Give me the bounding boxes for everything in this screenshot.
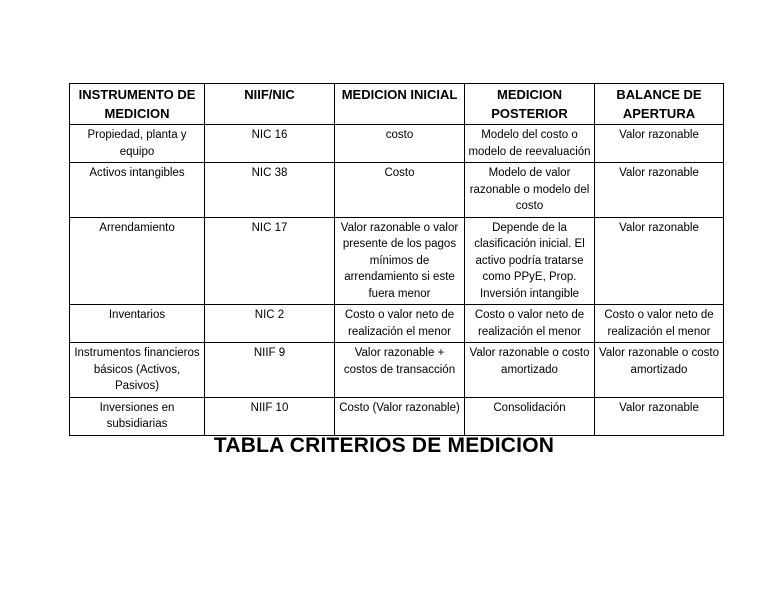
header-balance-apertura: BALANCE DE APERTURA [595,84,724,125]
cell-medicion-posterior: Valor razonable o costo amortizado [465,343,595,398]
cell-balance-apertura: Costo o valor neto de realización el menor [595,305,724,343]
cell-medicion-inicial: Valor razonable + costos de transacción [335,343,465,398]
cell-instrumento: Activos intangibles [70,163,205,218]
table-header-row [70,84,724,125]
page-title: TABLA CRITERIOS DE MEDICION [213,434,555,457]
cell-balance-apertura: Valor razonable [595,163,724,218]
cell-niif-nic: NIIF 10 [205,397,335,435]
cell-niif-nic: NIIF 9 [205,343,335,398]
header-instrumento: INSTRUMENTO DE MEDICION [70,84,205,125]
cell-medicion-inicial: Costo [335,163,465,218]
table-row [70,305,724,343]
cell-balance-apertura: Valor razonable o costo amortizado [595,343,724,398]
cell-medicion-inicial: costo [335,125,465,163]
cell-niif-nic: NIC 16 [205,125,335,163]
cell-medicion-posterior: Modelo de valor razonable o modelo del costo [465,163,595,218]
table-row [70,343,724,398]
table-row [70,397,724,435]
cell-medicion-posterior: Consolidación [465,397,595,435]
cell-medicion-inicial: Valor razonable o valor presente de los pagos mínimos de arrendamiento si este fuera menor [335,217,465,305]
cell-niif-nic: NIC 38 [205,163,335,218]
cell-balance-apertura: Valor razonable [595,125,724,163]
cell-balance-apertura: Valor razonable [595,217,724,305]
cell-niif-nic: NIC 2 [205,305,335,343]
criteria-table-container [69,83,723,436]
cell-instrumento: Inventarios [70,305,205,343]
cell-instrumento: Propiedad, planta y equipo [70,125,205,163]
cell-instrumento: Instrumentos financieros básicos (Activos, Pasivos) [70,343,205,398]
table-row [70,163,724,218]
cell-niif-nic: NIC 17 [205,217,335,305]
criteria-table [69,83,724,436]
table-row [70,217,724,305]
cell-medicion-posterior: Costo o valor neto de realización el menor [465,305,595,343]
cell-medicion-inicial: Costo o valor neto de realización el menor [335,305,465,343]
table-row [70,125,724,163]
cell-medicion-posterior: Modelo del costo o modelo de reevaluación [465,125,595,163]
header-medicion-posterior: MEDICION POSTERIOR [465,84,595,125]
cell-instrumento: Arrendamiento [70,217,205,305]
header-medicion-inicial: MEDICION INICIAL [335,84,465,125]
cell-instrumento: Inversiones en subsidiarias [70,397,205,435]
cell-medicion-posterior: Depende de la clasificación inicial. El activo podría tratarse como PPyE, Prop. Inversión intangible [465,217,595,305]
cell-medicion-inicial: Costo (Valor razonable) [335,397,465,435]
cell-balance-apertura: Valor razonable [595,397,724,435]
header-niif-nic: NIIF/NIC [205,84,335,125]
